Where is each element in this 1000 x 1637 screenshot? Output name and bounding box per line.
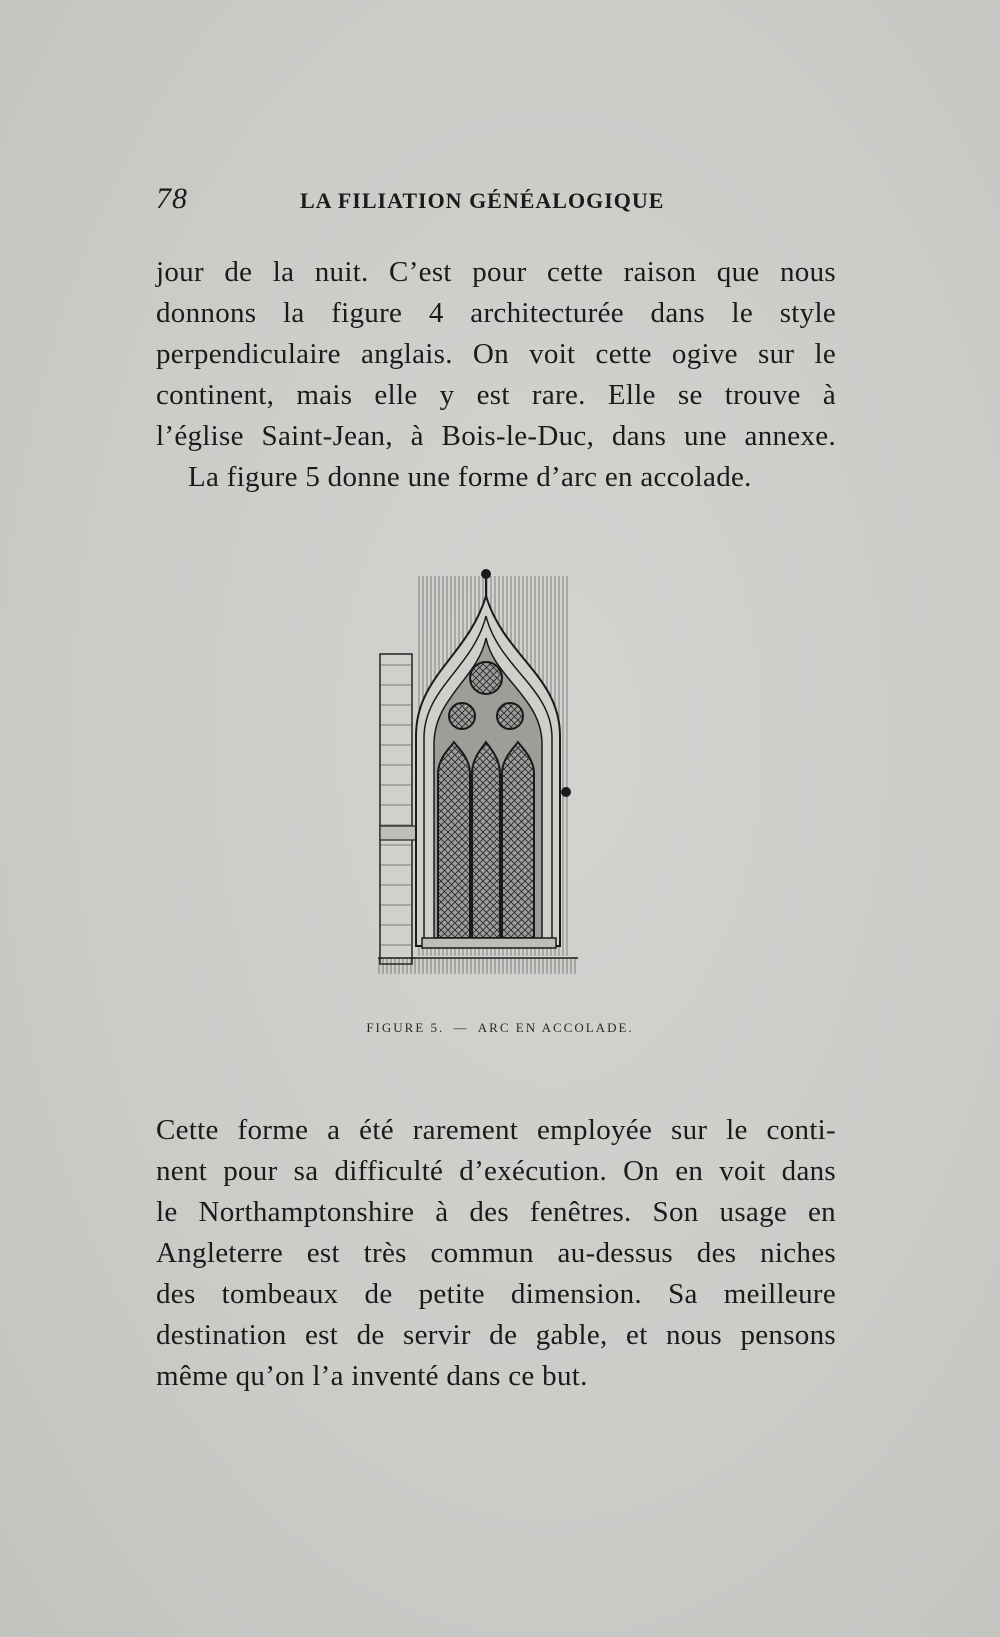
caption-label: FIGURE 5.	[366, 1020, 445, 1035]
text-line: jour de la nuit. C’est pour cette raison que nous	[156, 256, 836, 288]
figure-caption	[0, 1020, 1000, 1036]
text-line: des tombeaux de petite dimension. Sa meilleure	[156, 1278, 836, 1310]
paragraph-1	[156, 252, 836, 498]
text-line: nent pour sa difficulté d’exécution. On en voit dans	[156, 1155, 836, 1187]
text-line: Cette forme a été rarement employée sur le conti-	[156, 1114, 836, 1146]
text-line: continent, mais elle y est rare. Elle se trouve à	[156, 379, 836, 411]
page-number: 78	[156, 182, 188, 215]
caption-title: ARC EN ACCOLADE.	[477, 1020, 634, 1035]
caption-dash: —	[453, 1020, 469, 1035]
text-line: même qu’on l’a inventé dans ce but.	[156, 1360, 588, 1392]
text-line: perpendiculaire anglais. On voit cette ogive sur le	[156, 338, 836, 370]
gothic-window-engraving	[378, 566, 610, 1000]
text-line: destination est de servir de gable, et nous pensons	[156, 1319, 836, 1351]
page-header	[156, 182, 836, 222]
text-line: donnons la figure 4 architecturée dans le style	[156, 297, 836, 329]
running-title: LA FILIATION GÉNÉALOGIQUE	[300, 188, 665, 213]
text-line: Angleterre est très commun au-dessus des niches	[156, 1237, 836, 1269]
text-line: La figure 5 donne une forme d’arc en accolade.	[188, 461, 752, 493]
text-line: le Northamptonshire à des fenêtres. Son usage en	[156, 1196, 836, 1228]
text-line: l’église Saint-Jean, à Bois-le-Duc, dans une annexe.	[156, 420, 836, 452]
paragraph-2	[156, 1110, 836, 1397]
